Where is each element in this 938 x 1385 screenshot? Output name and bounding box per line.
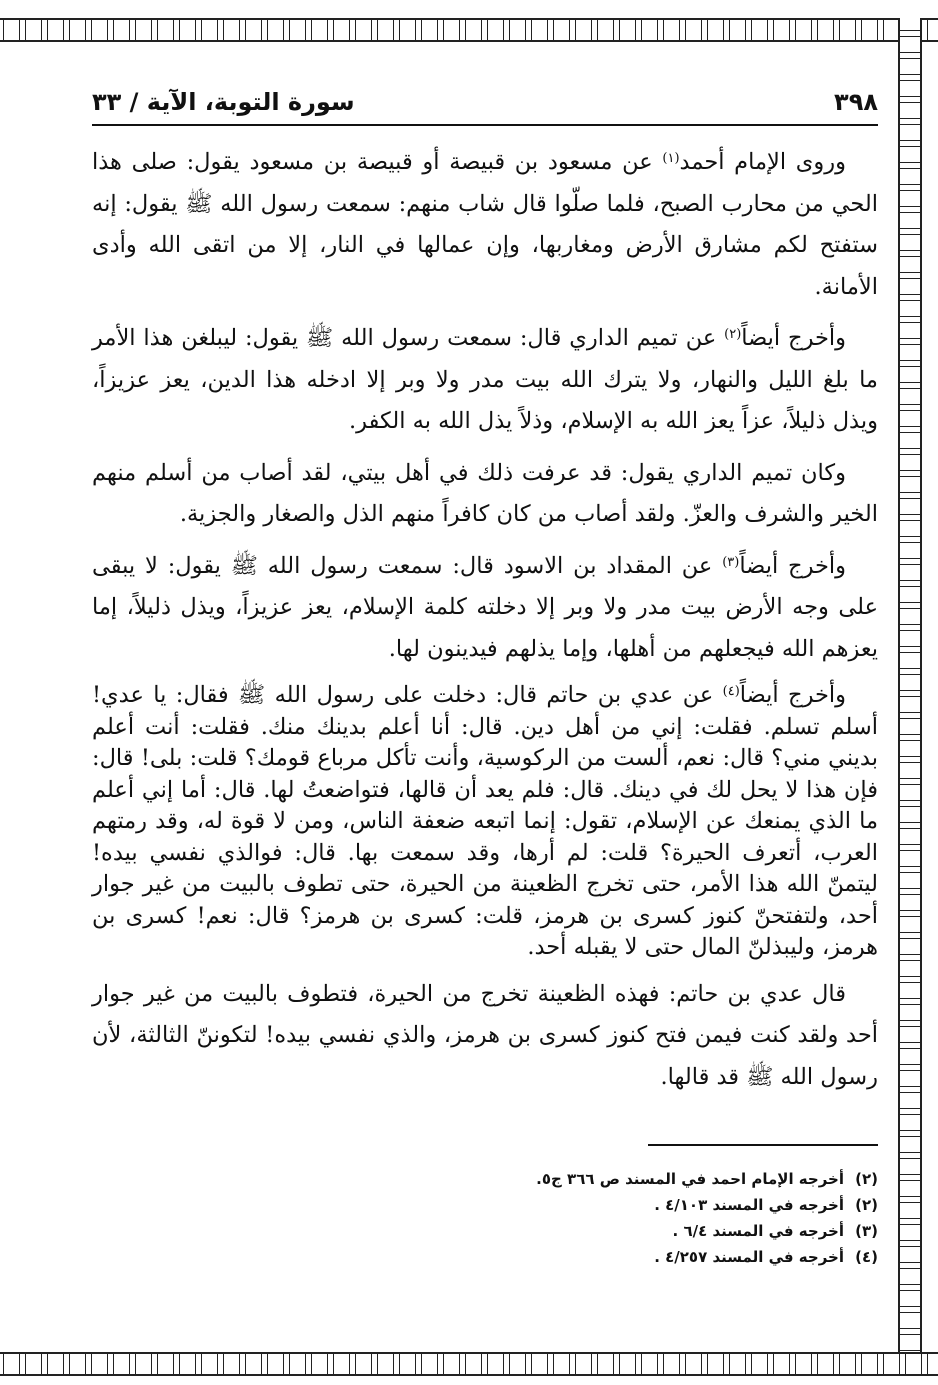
paragraph-lead: وأخرج أيضاً xyxy=(741,325,847,351)
footnote-item xyxy=(92,1218,878,1244)
paragraph-lead: وروى الإمام أحمد xyxy=(679,149,846,175)
page-number: ٣٩٨ xyxy=(834,88,878,116)
paragraph-lead: وأخرج أيضاً xyxy=(739,552,847,579)
footnote-number: (٢) xyxy=(855,1170,878,1188)
footnote-text: أخرجه في المسند ٤/٢٥٧ . xyxy=(654,1248,844,1266)
footnote-number: (٣) xyxy=(855,1222,878,1240)
footnotes xyxy=(92,1166,878,1270)
paragraph-5 xyxy=(92,680,878,964)
paragraph-6 xyxy=(92,974,878,1099)
running-title: سورة التوبة، الآية / ٣٣ xyxy=(92,88,355,116)
paragraph-body: قال عدي بن حاتم: فهذه الظعينة تخرج من الحيرة، فتطوف بالبيت من غير جوار أحد ولقد كنت فيمن فتح كنوز كسرى بن هرمز، والذي نفسي بيده! لتكوننّ الثالثة، لأن رسول الله ﷺ قد قالها. xyxy=(92,980,878,1090)
footnote-number: (٤) xyxy=(855,1248,878,1266)
footnote-number: (٢) xyxy=(855,1196,878,1214)
paragraph-body: وكان تميم الداري يقول: قد عرفت ذلك في أهل بيتي، لقد أصاب من أسلم منهم الخير والشرف والعزّ. ولقد أصاب من كان كافراً منهم الذل والصغار والجزية. xyxy=(92,459,878,527)
footnote-item xyxy=(92,1244,878,1270)
main-text xyxy=(92,142,878,1108)
paragraph-4 xyxy=(92,546,878,671)
footnote-text: أخرجه الإمام احمد في المسند ص ٣٦٦ ج٥. xyxy=(536,1170,844,1188)
header-rule xyxy=(92,124,878,126)
book-page xyxy=(92,60,878,1340)
paragraph-body: عن مسعود بن قبيصة أو قبيصة بن مسعود يقول: صلى هذا الحي من محارب الصبح، فلما صلّوا قال شاب منهم: سمعت رسول الله ﷺ يقول: إنه ستفتح لكم مشارق الأرض ومغاربها، وإن عمالها في النار، إلا من اتقى الله وأدى الأمانة. xyxy=(92,149,878,300)
paragraph-lead: وأخرج أيضاً xyxy=(739,682,847,708)
footnote-text: أخرجه في المسند ٦/٤ . xyxy=(672,1222,844,1240)
note-ref: (٣) xyxy=(722,554,740,570)
paragraph-2 xyxy=(92,318,878,443)
page-header xyxy=(92,82,878,122)
note-ref: (٤) xyxy=(722,684,740,699)
paragraph-3 xyxy=(92,453,878,536)
right-ornamental-border xyxy=(898,18,922,1376)
footnote-item xyxy=(92,1166,878,1192)
footnote-item xyxy=(92,1192,878,1218)
paragraph-1 xyxy=(92,142,878,308)
paragraph-body: عن تميم الداري قال: سمعت رسول الله ﷺ يقول: ليبلغن هذا الأمر ما بلغ الليل والنهار، ولا يترك الله بيت مدر ولا وبر إلا ادخله هذا الدين، يعز عزيزاً، ويذل ذليلاً، عزاً يعز الله به الإسلام، وذلاً يذل الله به الكفر. xyxy=(92,325,878,434)
paragraph-body: عن عدي بن حاتم قال: دخلت على رسول الله ﷺ فقال: يا عدي! أسلم تسلم. فقلت: إني من أهل دين. قال: أنا أعلم بدينك منك. فقلت: أنت أعلم بديني مني؟ قال: نعم، ألست من الركوسية، وأنت تأكل مرباع قومك؟ قلت: بلى! قال: فإن هذا لا يحل لك في دينك. قال: فلم يعد أن قالها، فتواضعتُ لها. قال: أما إني أعلم ما الذي يمنعك عن الإسلام، تقول: إنما اتبعه ضعفة الناس، ومن لا قوة له، وقد رمتهم العرب، أتعرف الحيرة؟ قلت: لم أرها، وقد سمعت بها. قال: فوالذي نفسي بيده! ليتمنّ الله هذا الأمر، حتى تخرج الظعينة من الحيرة، حتى تطوف بالبيت من غير جوار أحد، ولتفتحنّ كنوز كسرى بن هرمز، قلت: كسرى بن هرمز؟ قال: نعم! كسرى بن هرمز، وليبذلنّ المال حتى لا يقبله أحد. xyxy=(92,682,878,960)
footnote-text: أخرجه في المسند ٤/١٠٣ . xyxy=(654,1196,844,1214)
top-ornamental-border xyxy=(0,18,938,42)
note-ref: (٢) xyxy=(724,327,742,342)
bottom-ornamental-border xyxy=(0,1352,938,1376)
footnote-rule xyxy=(648,1144,878,1146)
note-ref: (١) xyxy=(662,151,680,166)
paragraph-body: عن المقداد بن الاسود قال: سمعت رسول الله ﷺ يقول: لا يبقى على وجه الأرض بيت مدر ولا وبر إلا دخلته كلمة الإسلام، يعز عزيزاً، ويذل ذليلاً، إما يعزهم الله فيجعلهم من أهلها، وإما يذلهم فيدينون لها. xyxy=(92,552,878,662)
